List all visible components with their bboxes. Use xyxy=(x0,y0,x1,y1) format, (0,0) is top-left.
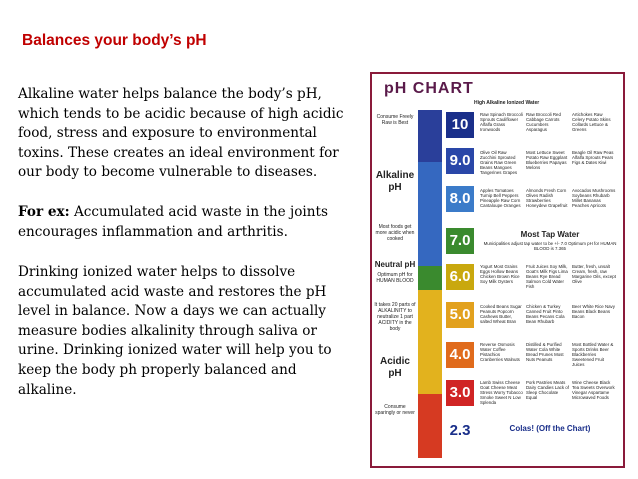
header-high-alkaline: High Alkaline Ionized Water xyxy=(474,100,540,106)
row-6-col1: Yogurt Most Grains Eggs Hollow Beans Chicken Brown Rice Soy Milk Oysters xyxy=(480,264,520,284)
side-note-cooked: Most foods get more acidic when cooked xyxy=(375,224,415,242)
row-high-col1: Raw Spinach Broccoli Sprouts Cauliflower Alfalfa Grass Ironwoods xyxy=(480,112,523,132)
tap-water-note: Municipalities adjust tap water to be +/- 7.0 Optimum pH for HUMAN BLOOD is 7.365 xyxy=(483,241,617,251)
ph-box-4: 4.0 xyxy=(446,342,474,368)
side-note-sparingly: Consume sparingly or never xyxy=(375,404,415,416)
row-8-col2: Almonds Fresh Corn Olives Radish Strawberries Honeydew Grapefruit xyxy=(526,188,568,208)
side-label-acidic: Acidic pH xyxy=(379,356,410,379)
ph-box-6: 6.0 xyxy=(446,264,474,290)
ph-box-5: 5.0 xyxy=(446,302,474,328)
ph-box-10: 10 xyxy=(446,112,474,138)
side-label-neutral: Neutral pH xyxy=(374,260,416,269)
row-6-col3: Butter, fresh, unsalt Cream, fresh, raw Margarine Oils, except Olive xyxy=(572,264,616,284)
row-9-col2: Most Lettuce Sweet Potato Raw Eggplant Blueberries Papayas Melons xyxy=(526,150,568,170)
row-5-col1: Cooked Beans Sugar Peanuts Popcorn Cashews Butter, salted Wheat Bran xyxy=(480,304,522,324)
ph-box-7: 7.0 xyxy=(446,228,474,254)
side-label-alkaline: Alkaline pH xyxy=(375,170,415,193)
row-6-col2: Fruit Juices Soy Milk, Goat's Milk Figs Lima Beans Rye Bread Salmon Cold Water Fish xyxy=(526,264,568,289)
row-4-col2: Distilled & Purified Water Cola White Bread Prunes Most Nuts Peanuts xyxy=(526,342,564,362)
bar-segment-acidic xyxy=(418,290,442,394)
ph-chart-header xyxy=(444,100,618,110)
ph-box-3: 3.0 xyxy=(446,380,474,406)
ph-box-8: 8.0 xyxy=(446,186,474,212)
ph-chart-title: pH CHART xyxy=(384,80,474,97)
paragraph-drinking: Drinking ionized water helps to dissolve accumulated acid waste and restores the pH level in balance. Now a days we can actually measure bodies alkalinity through saliva or urine. Drinking ionized water will help you to keep the body ph properly balanced and alkaline. xyxy=(18,264,332,398)
row-3-col3: Wine Cheese Black Tea Sweets Overwork Vinegar Aspartame Microwaved Foods xyxy=(572,380,615,400)
side-note-neutralize: It takes 20 parts of ALKALINITY to neutralize 1 part ACIDITY in the body xyxy=(374,302,416,332)
row-8-col3: Avocados Mushrooms Soybeans Rhubarb Millet Bananas Peaches Apricots xyxy=(572,188,616,208)
row-9-col3: Beagle Oil Raw Peas Alfalfa Sprouts Pears Figs & Dates Kiwi xyxy=(572,150,614,165)
tap-water-label: Most Tap Water xyxy=(520,230,580,239)
ph-box-9: 9.0 xyxy=(446,148,474,174)
bar-segment-high xyxy=(418,110,442,162)
bar-segment-neutral xyxy=(418,266,442,290)
example-label: For ex: xyxy=(18,204,70,220)
colas-note: Colas! (Off the Chart) xyxy=(509,424,591,433)
row-high-col3: Artichokes Raw Celery Potato Skins Collards Lettuce & Greens xyxy=(572,112,611,132)
bar-segment-strong-acid xyxy=(418,394,442,458)
row-high-col2: Raw Broccoli Red Cabbage Carrots Cucumbers Asparagus xyxy=(526,112,561,132)
ph-box-2-3: 2.3 xyxy=(446,418,474,444)
slide-title: Balances your body’s pH xyxy=(22,32,207,49)
row-3-col1: Lamb Swiss Cheese Goat Cheese Meat Stress Worry Tobacco Smoke Sweet N Low Splenda xyxy=(480,380,523,405)
side-note-consume-freely: Consume Freely Raw is Best xyxy=(376,114,414,126)
example-text: Accumulated acid waste in the joints encourages inflammation and arthritis. xyxy=(18,204,328,240)
ph-chart-image xyxy=(370,72,625,468)
row-9-col1: Olive Oil Raw Zucchini Sprouted Grains Raw Green Beans Mangoes Tangerines Grapes xyxy=(480,150,518,175)
row-5-col2: Chicken & Turkey Canned Fruit Pinto Beans Pecans Cola Bean Rhubarb xyxy=(526,304,565,324)
paragraph-example xyxy=(18,203,353,242)
row-8-col1: Apples Tomatoes Turnip Bell Peppers Pineapple Raw Corn Cantaloupe Oranges xyxy=(480,188,521,208)
row-4-col3: Most Bottled Water & Sports Drinks Beer Blackberries Sweetened Fruit Juices xyxy=(572,342,614,367)
row-3-col2: Pork Pastries Meats Dairy Candies Lack of Sleep Chocolate Equal xyxy=(526,380,569,400)
row-4-col1: Reverse Osmosis Water Coffee Pistachios Cranberries Walnuts xyxy=(480,342,520,362)
bar-segment-alkaline xyxy=(418,162,442,266)
side-note-blood: Optimum pH for HUMAN BLOOD xyxy=(376,272,414,284)
row-5-col3: Beer White Rice Navy Beans Black Beans Bacon xyxy=(572,304,615,319)
paragraph-intro: Alkaline water helps balance the body’s pH, which tends to be acidic because of high acidic food, stress and exposure to environmental toxins. These creates an ideal environment for our body to become vulnerable to diseases. xyxy=(18,86,344,181)
